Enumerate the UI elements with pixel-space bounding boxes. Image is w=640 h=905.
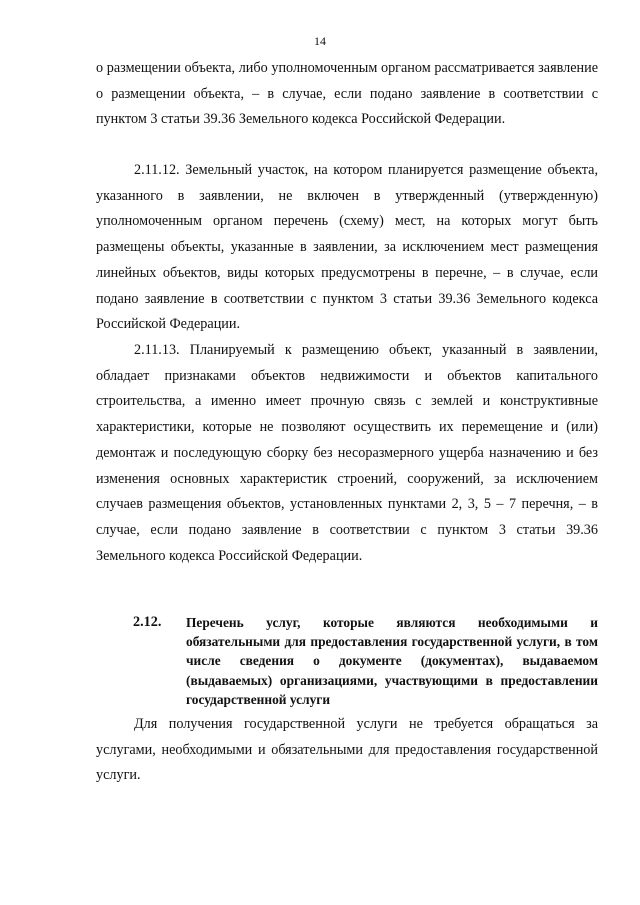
- section-title: Перечень услуг, которые являются необходимыми и обязательными для предоставления государственной услуги, в том числе сведения о документе (документах), выдаваемом (выдаваемых) организациями, участвующими в предоставлении государственной услуги: [186, 615, 598, 707]
- paragraph-2-11-12: 2.11.12. Земельный участок, на котором планируется размещение объекта, указанного в заявлении, не включен в утвержденный (утвержденную) уполномоченным органом перечень (схему) мест, на которых могут быть размещены объекты, указанные в заявлении, за исключением мест размещения линейных объектов, виды которых предусмотрены в перечне, – в случае, если подано заявление в соответствии с пунктом 3 статьи 39.36 Земельного кодекса Российской Федерации.: [96, 162, 598, 333]
- page-number: 14: [314, 34, 326, 48]
- paragraph-continuation: о размещении объекта, либо уполномоченным органом рассматривается заявление о размещении объекта, – в случае, если подано заявление в соответствии с пунктом 3 статьи 39.36 Земельного кодекса Российской Федерации.: [96, 60, 598, 128]
- section-number: 2.12.: [133, 614, 162, 630]
- paragraph-2-11-13: 2.11.13. Планируемый к размещению объект, указанный в заявлении, обладает признаками объектов недвижимости и объектов капитального строительства, а именно имеет прочную связь с землей и конструктивные характеристики, которые не позволяют осуществить их перемещение и (или) демонтаж и последующую сборку без несоразмерного ущерба назначению и без изменения основных характеристик строений, сооружений, за исключением случаев размещения объектов, установленных пунктами 2, 3, 5 – 7 перечня, – в случае, если подано заявление в соответствии с пунктом 3 статьи 39.36 Земельного кодекса Российской Федерации.: [96, 342, 598, 564]
- paragraph-section-body: Для получения государственной услуги не требуется обращаться за услугами, необходимыми и обязательными для предоставления государственной услуги.: [96, 716, 598, 784]
